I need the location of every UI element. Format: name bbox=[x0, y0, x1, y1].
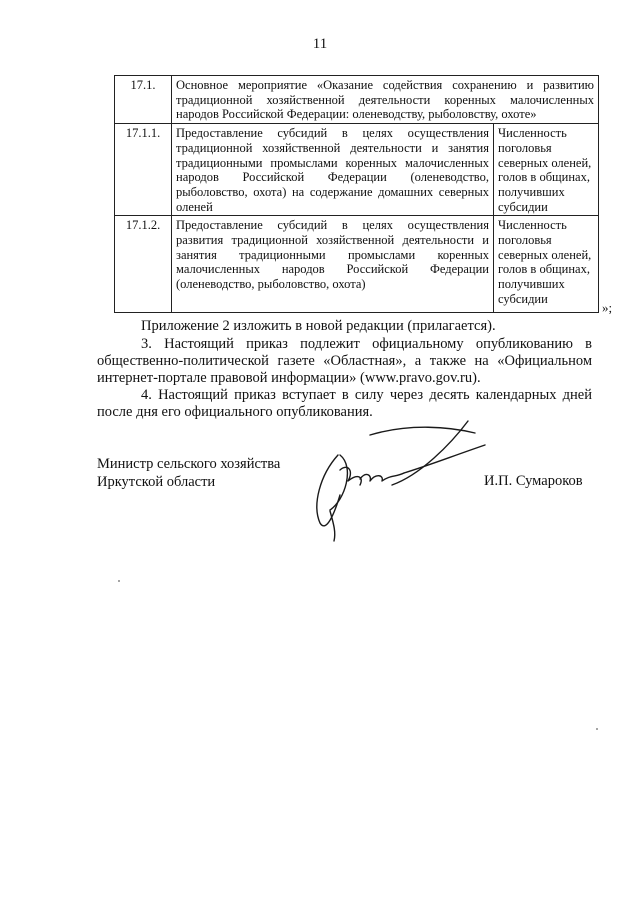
paragraph-publication: 3. Настоящий приказ подлежит официальному опубликованию в общественно-политической газете «Областная», а также на «Официальном интернет-портале правовой информации» (www.pravo.gov.ru). bbox=[97, 336, 592, 386]
signer-title-line: Иркутской области bbox=[97, 474, 216, 490]
closing-quote-mark: »; bbox=[602, 300, 613, 315]
row-number: 17.1.1. bbox=[115, 124, 172, 216]
table-row bbox=[115, 124, 599, 216]
row-number: 17.1.2. bbox=[115, 216, 172, 313]
row-description: Предоставление субсидий в целях осуществления развития традиционной хозяйственной деятельности и занятия традиционными промыслами коренных малочисленных народов Российской Федерации (оленеводство, рыболовство, охота) bbox=[172, 216, 494, 313]
signer-title bbox=[97, 455, 280, 491]
row-number: 17.1. bbox=[115, 76, 172, 124]
row-description: Предоставление субсидий в целях осуществления традиционной хозяйственной деятельности и занятия традиционными промыслами коренных малочисленных народов Российской Федерации (оленеводство, рыболовство, охота) на содержание домашних северных оленей bbox=[172, 124, 494, 216]
scan-speck bbox=[118, 580, 120, 582]
row-indicator: Численность поголовья северных оленей, голов в общинах, получивших субсидии bbox=[494, 216, 599, 313]
paragraph-effective-date: 4. Настоящий приказ вступает в силу через десять календарных дней после дня его официального опубликования. bbox=[97, 387, 592, 420]
measures-table bbox=[114, 75, 599, 313]
page-number: 11 bbox=[312, 36, 328, 52]
table-row bbox=[115, 216, 599, 313]
handwritten-signature bbox=[300, 415, 500, 545]
signer-name: И.П. Сумароков bbox=[484, 473, 583, 489]
row-indicator: Численность поголовья северных оленей, голов в общинах, получивших субсидии bbox=[494, 124, 599, 216]
row-description: Основное мероприятие «Оказание содействия сохранению и развитию традиционной хозяйственной деятельности коренных малочисленных народов Российской Федерации: оленеводству, рыболовству, охоте» bbox=[172, 76, 599, 124]
paragraph-appendix: Приложение 2 изложить в новой редакции (прилагается). bbox=[141, 318, 496, 334]
scan-speck bbox=[596, 728, 598, 730]
signer-title-line: Министр сельского хозяйства bbox=[97, 456, 281, 472]
table-row bbox=[115, 76, 599, 124]
